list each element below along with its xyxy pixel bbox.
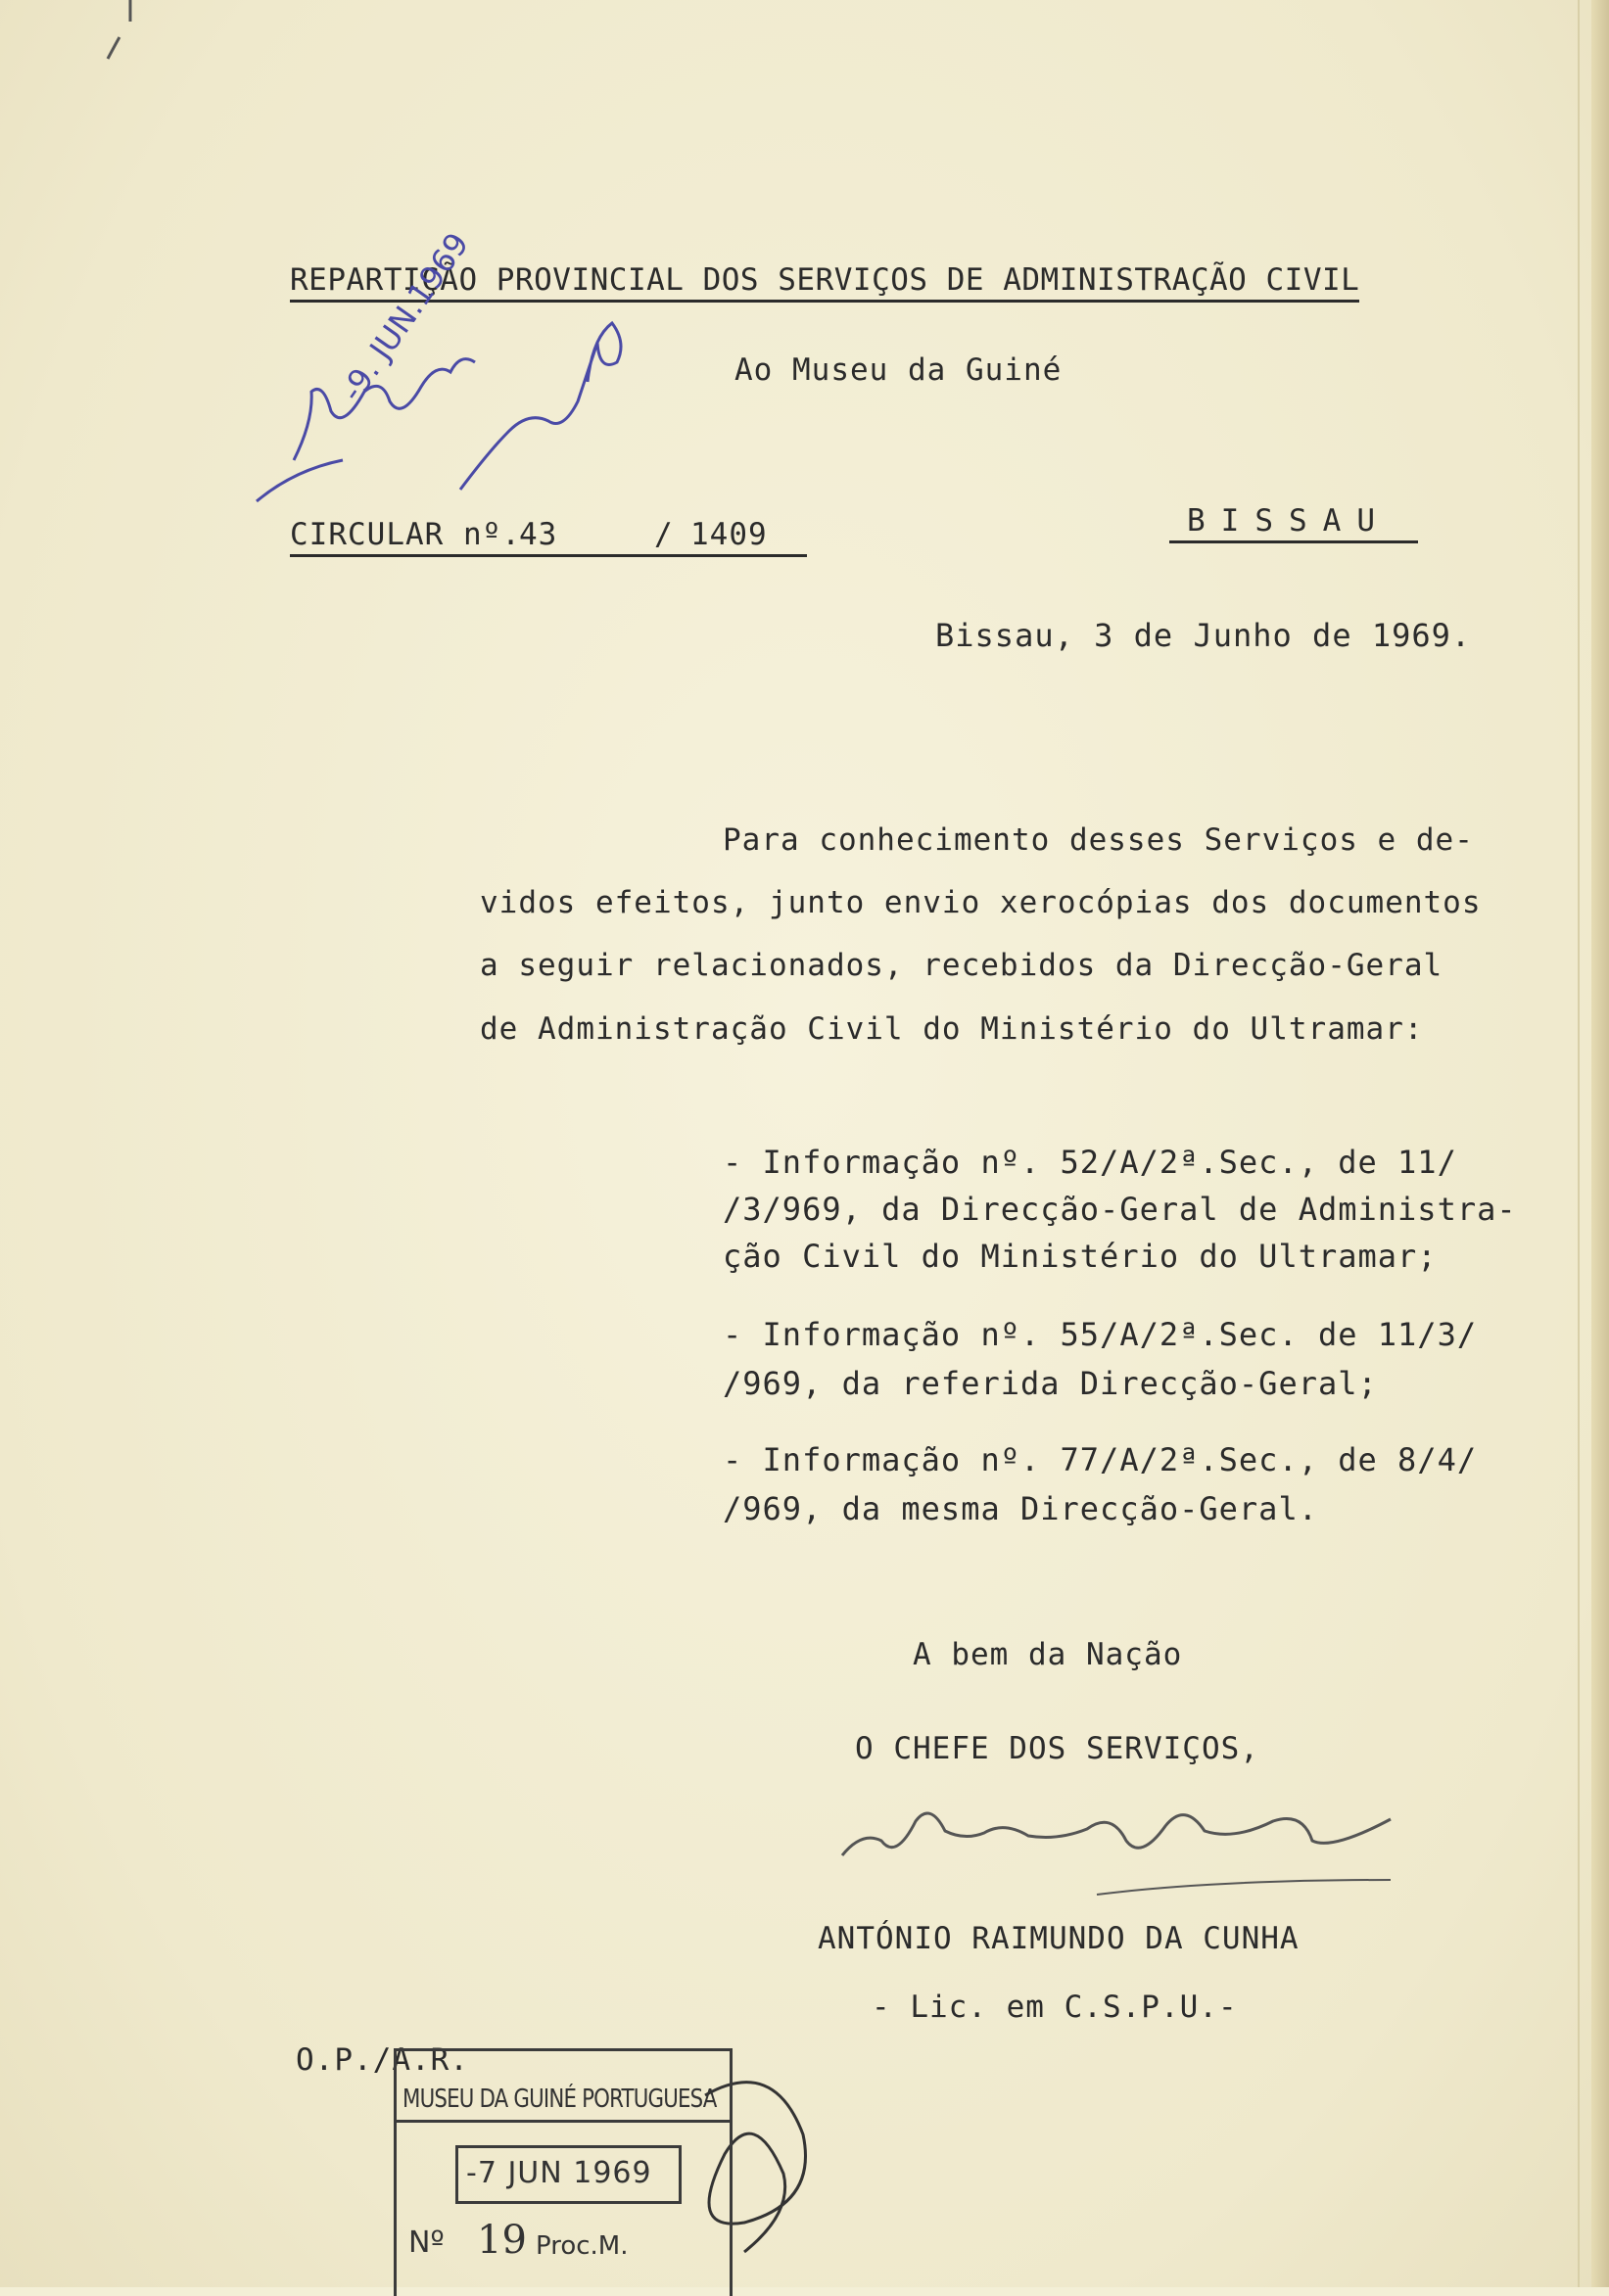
blue-signature xyxy=(460,323,621,490)
addressee: Ao Museu da Guiné xyxy=(734,352,1063,388)
item-line: ção Civil do Ministério do Ultramar; xyxy=(723,1238,1438,1275)
city: BISSAU xyxy=(1187,503,1391,539)
paragraph-line: vidos efeitos, junto envio xerocópias dos documentos xyxy=(480,885,1482,920)
paragraph-line: de Administração Civil do Ministério do Ultramar: xyxy=(480,1011,1424,1047)
chief-signature xyxy=(842,1813,1391,1855)
paragraph-line: a seguir relacionados, recebidos da Direcção-Geral xyxy=(480,948,1443,983)
stamp-date-box xyxy=(455,2145,682,2204)
blue-stroke xyxy=(257,460,343,501)
stamp-process-label: Proc.M. xyxy=(536,2231,629,2261)
circular-reference: 1409 xyxy=(690,517,768,552)
circular-number: 43 xyxy=(519,517,558,552)
stamp-date: -7 JUN 1969 xyxy=(466,2156,652,2190)
footer-reference: O.P./A.R. xyxy=(296,2042,469,2078)
blue-initial-signature xyxy=(294,359,475,460)
item-line: /3/969, da Direcção-Geral de Administra- xyxy=(723,1191,1517,1228)
department-heading: REPARTIÇÃO PROVINCIAL DOS SERVIÇOS DE ADMINISTRAÇÃO CIVIL xyxy=(290,262,1359,303)
item-line: - Informação nº. 52/A/2ª.Sec., de 11/ xyxy=(723,1144,1457,1181)
stamp-museum-title: MUSEU DA GUINÉ PORTUGUESA xyxy=(402,2085,717,2114)
pencil-mark xyxy=(108,37,119,59)
item-line: - Informação nº. 77/A/2ª.Sec., de 8/4/ xyxy=(723,1441,1478,1478)
circular-label: CIRCULAR nº. xyxy=(290,517,521,552)
signatory-title: O CHEFE DOS SERVIÇOS, xyxy=(855,1731,1259,1766)
signatory-name: ANTÓNIO RAIMUNDO DA CUNHA xyxy=(818,1921,1300,1956)
letter-date: Bissau, 3 de Junho de 1969. xyxy=(935,617,1472,654)
received-date-stamp: -9. JUN.1969 xyxy=(333,225,477,408)
signatory-degree: - Lic. em C.S.P.U.- xyxy=(872,1990,1238,2025)
signature-underline xyxy=(1097,1880,1391,1895)
item-line: - Informação nº. 55/A/2ª.Sec. de 11/3/ xyxy=(723,1316,1478,1353)
stamp-divider xyxy=(397,2120,730,2123)
stamp-number-value: 19 xyxy=(477,2218,527,2263)
stamp-number-label: Nº xyxy=(408,2226,445,2260)
paragraph-line: Para conhecimento desses Serviços e de- xyxy=(723,822,1474,858)
circular-separator: / xyxy=(654,517,674,552)
museum-receipt-stamp xyxy=(394,2048,733,2296)
salutation: A bem da Nação xyxy=(913,1637,1183,1672)
item-line: /969, da mesma Direcção-Geral. xyxy=(723,1490,1318,1527)
item-line: /969, da referida Direcção-Geral; xyxy=(723,1365,1378,1402)
